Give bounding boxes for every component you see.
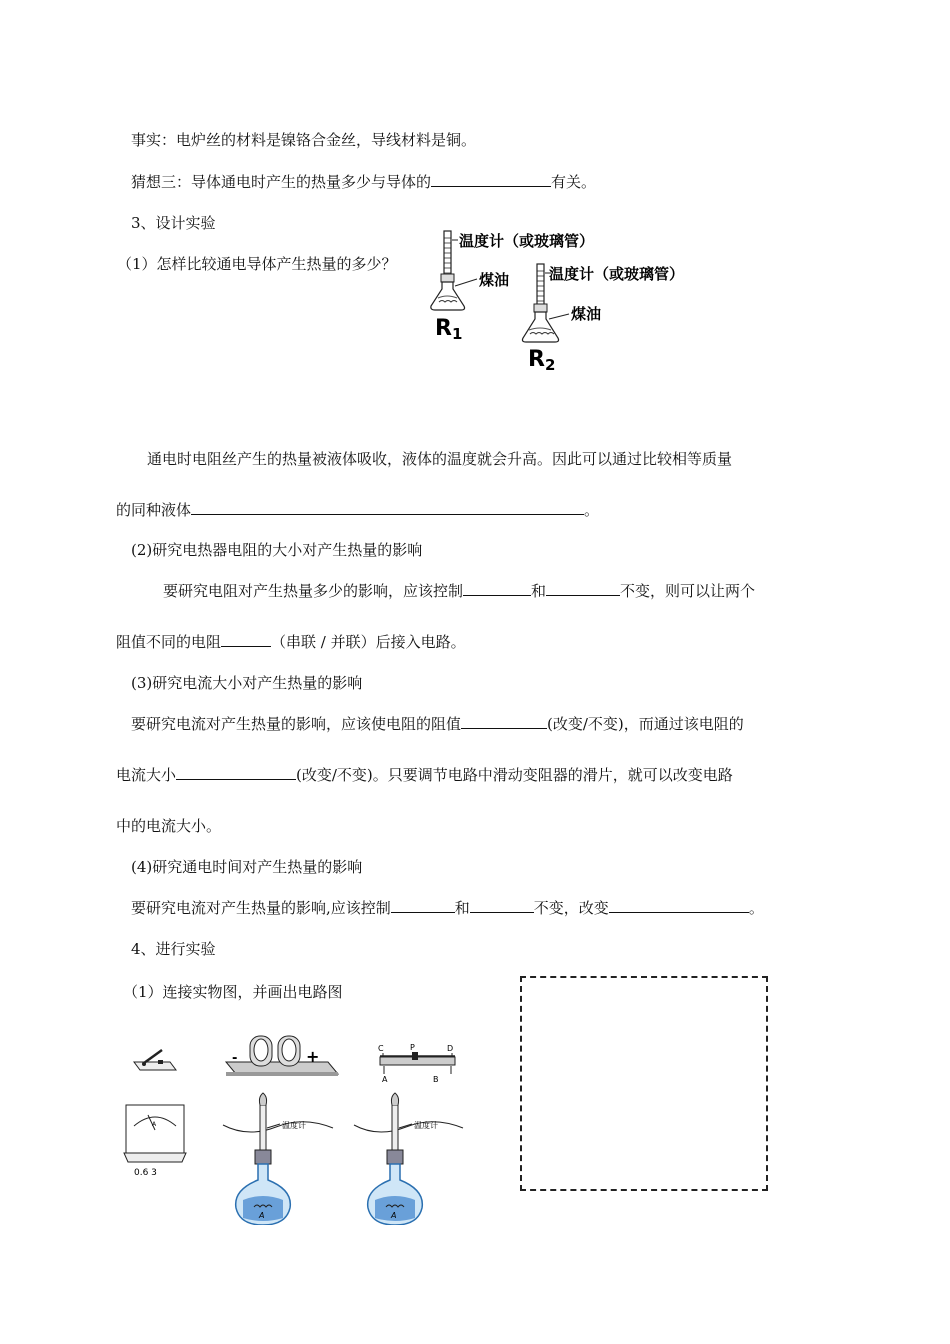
resistance-change-blank[interactable] [461,714,547,729]
question2: (2)研究电热器电阻的大小对产生热量的影响 [131,541,423,559]
current-change-blank[interactable] [176,765,296,780]
time-control-blank-1[interactable] [391,898,455,913]
paragraph1-line1: 通电时电阻丝产生的热量被液体吸收，液体的温度就会升高。因此可以通过比较相等质量 [147,450,733,468]
fact-line: 事实：电炉丝的材料是镍铬合金丝，导线材料是铜。 [131,131,477,149]
question4-1: （1）连接实物图，并画出电路图 [123,983,343,1001]
flask-figure [425,226,745,376]
svg-text:A: A [259,1211,265,1220]
paragraph2-line1: 要研究电阻对产生热量多少的影响，应该控制 和 不变，则可以让两个 [163,582,756,600]
guess3-line: 猜想三：导体通电时产生的热量多少与导体的 有关。 [131,173,597,191]
thermometer-label-1: 温度计（或玻璃管） [459,232,595,250]
control-blank-1[interactable] [463,581,531,596]
paragraph3-line2: 电流大小 (改变/不变)。只要调节电路中滑动变阻器的滑片，就可以改变电路 [116,766,733,784]
svg-text:B: B [433,1075,439,1084]
flask-a-2 [354,1093,463,1225]
svg-text:温度计: 温度计 [414,1121,438,1130]
apparatus-figure [118,1030,478,1225]
kerosene-label-2: 煤油 [571,305,602,323]
svg-text:-: - [232,1051,238,1066]
kerosene-label-1: 煤油 [479,271,510,289]
question3: (3)研究电流大小对产生热量的影响 [131,674,363,692]
svg-text:+: + [306,1047,320,1066]
question4: (4)研究通电时间对产生热量的影响 [131,858,363,876]
flask-a-1 [223,1093,333,1225]
liquid-blank[interactable] [191,500,584,515]
paragraph3-line1: 要研究电流对产生热量的影响，应该使电阻的阻值 (改变/不变)，而通过该电阻的 [131,715,744,733]
control-blank-2[interactable] [546,581,620,596]
series-parallel-blank[interactable] [221,632,271,647]
svg-text:温度计: 温度计 [282,1121,306,1130]
paragraph2-line2: 阻值不同的电阻 （串联 / 并联）后接入电路。 [116,633,466,651]
guess3-blank[interactable] [431,172,551,187]
svg-text:D: D [447,1044,454,1053]
svg-text:A: A [152,1121,157,1128]
paragraph1-line2: 的同种液体 。 [116,501,600,519]
battery-icon [226,1036,338,1076]
section3-heading: 3、设计实验 [131,214,216,232]
svg-text:A: A [382,1075,388,1084]
thermometer-label-2: 温度计（或玻璃管） [549,265,685,283]
svg-text:A: A [391,1211,397,1220]
paragraph4: 要研究电流对产生热量的影响,应该控制 和 不变，改变 。 [131,899,764,917]
time-change-blank[interactable] [609,898,749,913]
resistor-label-r2: R2 [528,347,556,374]
resistor-label-r1: R1 [435,316,463,343]
rheostat-icon [378,1043,455,1084]
switch-icon [134,1050,176,1070]
paragraph3-line3: 中的电流大小。 [116,817,222,835]
svg-text:P: P [410,1043,415,1052]
svg-text:C: C [378,1044,384,1053]
question1: （1）怎样比较通电导体产生热量的多少？ [117,255,397,273]
time-control-blank-2[interactable] [470,898,534,913]
ammeter-icon [124,1105,186,1178]
section4-heading: 4、进行实验 [131,940,216,958]
svg-text:0.6 3: 0.6 3 [134,1168,157,1178]
circuit-drawing-area[interactable] [520,976,768,1191]
